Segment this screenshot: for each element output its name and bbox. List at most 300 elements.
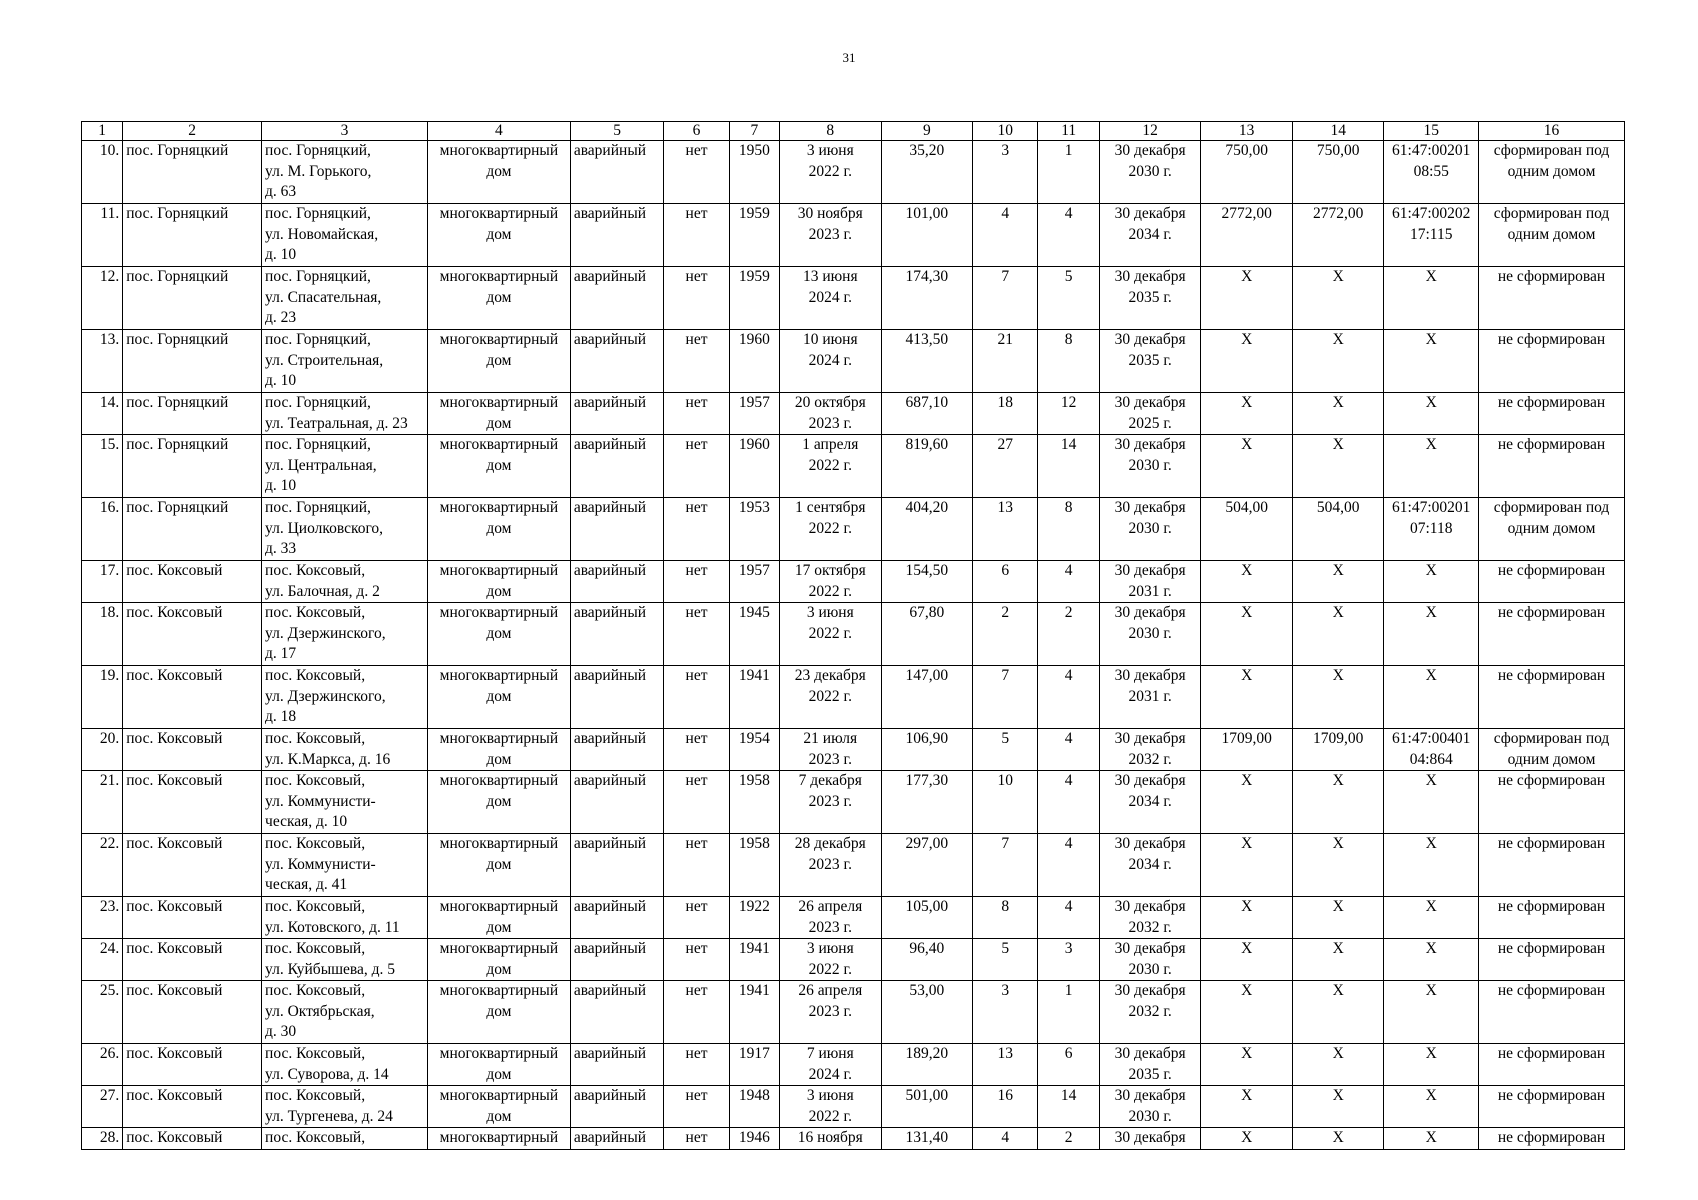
- cadastre-number-cell-line: Х: [1425, 667, 1437, 684]
- land-area-2-cell: 504,00: [1292, 498, 1384, 561]
- address-cell-line: пос. Горняцкий,: [265, 331, 371, 348]
- residents-cell: 3: [973, 981, 1038, 1044]
- header-cell: 5: [570, 122, 664, 141]
- table-row: [82, 393, 1625, 435]
- address-cell-line: д. 18: [265, 708, 297, 725]
- building-type-cell-line: дом: [486, 960, 512, 978]
- deadline-cell-line: 2032 г.: [1128, 918, 1172, 936]
- area-cell: 177,30: [881, 771, 973, 834]
- deadline-cell-line: 2032 г.: [1128, 750, 1172, 768]
- address-cell-line: ул. Коммунисти-: [265, 855, 376, 873]
- table-row: [82, 1128, 1625, 1150]
- building-type-cell-line: дом: [486, 225, 512, 243]
- table-row: [82, 771, 1625, 834]
- land-status-cell-line: не сформирован: [1497, 772, 1606, 789]
- building-type-cell-line: многоквартирный: [439, 205, 559, 222]
- settlement-cell: пос. Коксовый: [123, 834, 262, 897]
- deadline-cell: [1099, 435, 1201, 498]
- address-cell-line: пос. Коксовый,: [265, 1087, 366, 1104]
- recognition-date-cell-line: 21 июля: [803, 730, 858, 747]
- recognition-date-cell: [780, 1128, 882, 1150]
- address-cell-line: пос. Коксовый,: [265, 940, 366, 957]
- cadastre-number-cell-line: Х: [1425, 1045, 1437, 1062]
- area-cell: 67,80: [881, 603, 973, 666]
- land-status-cell-line: не сформирован: [1497, 1129, 1606, 1146]
- deadline-cell-line: 2030 г.: [1128, 456, 1172, 474]
- area-cell: 35,20: [881, 141, 973, 204]
- cadastre-number-cell-line: Х: [1425, 1087, 1437, 1104]
- cadastre-number-cell: [1384, 393, 1479, 435]
- land-area-2-cell: Х: [1292, 834, 1384, 897]
- table-row: [82, 729, 1625, 771]
- address-cell-line: пос. Горняцкий,: [265, 499, 371, 516]
- header-cell: 16: [1479, 122, 1625, 141]
- recognition-date-cell-line: 3 июня: [806, 1087, 854, 1104]
- premises-cell: 4: [1038, 771, 1099, 834]
- building-type-cell-line: дом: [486, 855, 512, 873]
- recognition-date-cell-line: 2022 г.: [808, 624, 852, 642]
- cadastre-number-cell-line: 61:47:00202: [1392, 205, 1471, 222]
- flag-cell: нет: [664, 666, 729, 729]
- premises-cell: 3: [1038, 939, 1099, 981]
- area-cell: 105,00: [881, 897, 973, 939]
- deadline-cell-line: 30 декабря: [1114, 205, 1186, 222]
- row-number: 16.: [82, 498, 123, 561]
- address-cell: [262, 1128, 428, 1150]
- deadline-cell: [1099, 1044, 1201, 1086]
- address-cell-line: ул. Котовского, д. 11: [265, 918, 400, 936]
- land-area-cell: 2772,00: [1201, 204, 1293, 267]
- settlement-cell: пос. Горняцкий: [123, 330, 262, 393]
- residents-cell: 4: [973, 204, 1038, 267]
- land-area-cell: Х: [1201, 393, 1293, 435]
- deadline-cell: [1099, 729, 1201, 771]
- recognition-date-cell-line: 2023 г.: [808, 792, 852, 810]
- land-area-cell: Х: [1201, 603, 1293, 666]
- land-status-cell: [1479, 666, 1625, 729]
- building-type-cell: [427, 834, 570, 897]
- flag-cell: нет: [664, 1044, 729, 1086]
- building-type-cell-line: дом: [486, 1065, 512, 1083]
- deadline-cell: [1099, 330, 1201, 393]
- recognition-date-cell-line: 1 сентября: [795, 499, 866, 516]
- residents-cell: 4: [973, 1128, 1038, 1150]
- deadline-cell: [1099, 561, 1201, 603]
- residents-cell: 18: [973, 393, 1038, 435]
- deadline-cell: [1099, 771, 1201, 834]
- land-area-cell: Х: [1201, 435, 1293, 498]
- deadline-cell: [1099, 1128, 1201, 1150]
- address-cell: [262, 393, 428, 435]
- header-cell: 15: [1384, 122, 1479, 141]
- recognition-date-cell-line: 26 апреля: [798, 898, 863, 915]
- building-type-cell-line: дом: [486, 456, 512, 474]
- residents-cell: 8: [973, 897, 1038, 939]
- area-cell: 154,50: [881, 561, 973, 603]
- building-type-cell: [427, 981, 570, 1044]
- status-cell: аварийный: [570, 1044, 664, 1086]
- header-cell: 3: [262, 122, 428, 141]
- address-cell-line: пос. Коксовый,: [265, 1129, 366, 1146]
- settlement-cell: пос. Коксовый: [123, 603, 262, 666]
- settlement-cell: пос. Коксовый: [123, 771, 262, 834]
- address-cell: [262, 897, 428, 939]
- land-area-cell: Х: [1201, 267, 1293, 330]
- recognition-date-cell: [780, 435, 882, 498]
- settlement-cell: пос. Горняцкий: [123, 267, 262, 330]
- address-cell-line: ческая, д. 41: [265, 876, 348, 893]
- deadline-cell-line: 2035 г.: [1128, 288, 1172, 306]
- row-number: 17.: [82, 561, 123, 603]
- address-cell-line: ул. Балочная, д. 2: [265, 582, 380, 600]
- deadline-cell-line: 30 декабря: [1114, 940, 1186, 957]
- land-status-cell: [1479, 939, 1625, 981]
- cadastre-number-cell: [1384, 1044, 1479, 1086]
- cadastre-number-cell-line: 08:55: [1413, 162, 1449, 180]
- residents-cell: 13: [973, 1044, 1038, 1086]
- recognition-date-cell-line: 7 июня: [806, 1045, 854, 1062]
- recognition-date-cell-line: 16 ноября: [797, 1129, 863, 1146]
- address-cell-line: ул. Центральная,: [265, 456, 377, 474]
- cadastre-number-cell: [1384, 1128, 1479, 1150]
- address-cell-line: д. 30: [265, 1023, 297, 1040]
- year-cell: 1957: [729, 393, 779, 435]
- land-area-2-cell: 2772,00: [1292, 204, 1384, 267]
- land-status-cell: [1479, 561, 1625, 603]
- deadline-cell: [1099, 498, 1201, 561]
- building-type-cell-line: дом: [486, 1002, 512, 1020]
- building-type-cell-line: многоквартирный: [439, 268, 559, 285]
- recognition-date-cell-line: 2022 г.: [808, 1107, 852, 1125]
- address-cell-line: ул. Дзержинского,: [265, 687, 386, 705]
- land-area-2-cell: Х: [1292, 1086, 1384, 1128]
- address-cell: [262, 435, 428, 498]
- settlement-cell: пос. Горняцкий: [123, 498, 262, 561]
- address-cell-line: ул. Куйбышева, д. 5: [265, 960, 396, 978]
- building-type-cell: [427, 666, 570, 729]
- land-status-cell-line: одним домом: [1507, 750, 1596, 768]
- area-cell: 131,40: [881, 1128, 973, 1150]
- recognition-date-cell: [780, 498, 882, 561]
- status-cell: аварийный: [570, 981, 664, 1044]
- address-cell-line: пос. Коксовый,: [265, 772, 366, 789]
- table-row: [82, 939, 1625, 981]
- flag-cell: нет: [664, 561, 729, 603]
- land-area-2-cell: Х: [1292, 939, 1384, 981]
- building-type-cell-line: дом: [486, 351, 512, 369]
- land-status-cell-line: сформирован под: [1493, 499, 1610, 516]
- recognition-date-cell-line: 2024 г.: [808, 1065, 852, 1083]
- recognition-date-cell-line: 2023 г.: [808, 414, 852, 432]
- status-cell: аварийный: [570, 834, 664, 897]
- deadline-cell: [1099, 981, 1201, 1044]
- land-status-cell: [1479, 330, 1625, 393]
- premises-cell: 2: [1038, 1128, 1099, 1150]
- building-type-cell: [427, 939, 570, 981]
- row-number: 10.: [82, 141, 123, 204]
- cadastre-number-cell-line: Х: [1425, 562, 1437, 579]
- address-cell-line: д. 17: [265, 645, 297, 662]
- table-row: [82, 1044, 1625, 1086]
- header-cell: 11: [1038, 122, 1099, 141]
- deadline-cell-line: 30 декабря: [1114, 898, 1186, 915]
- address-cell: [262, 498, 428, 561]
- land-area-2-cell: 1709,00: [1292, 729, 1384, 771]
- premises-cell: 2: [1038, 603, 1099, 666]
- address-cell-line: пос. Горняцкий,: [265, 205, 371, 222]
- recognition-date-cell-line: 1 апреля: [802, 436, 859, 453]
- land-status-cell-line: не сформирован: [1497, 982, 1606, 999]
- building-type-cell-line: дом: [486, 624, 512, 642]
- address-cell-line: пос. Коксовый,: [265, 562, 366, 579]
- cadastre-number-cell-line: Х: [1425, 940, 1437, 957]
- cadastre-number-cell: [1384, 435, 1479, 498]
- address-cell-line: д. 23: [265, 309, 297, 326]
- address-cell: [262, 330, 428, 393]
- deadline-cell-line: 30 декабря: [1114, 268, 1186, 285]
- deadline-cell: [1099, 393, 1201, 435]
- flag-cell: нет: [664, 141, 729, 204]
- recognition-date-cell: [780, 939, 882, 981]
- status-cell: аварийный: [570, 498, 664, 561]
- deadline-cell-line: 30 декабря: [1114, 499, 1186, 516]
- row-number: 19.: [82, 666, 123, 729]
- residents-cell: 2: [973, 603, 1038, 666]
- building-type-cell: [427, 561, 570, 603]
- address-cell-line: пос. Коксовый,: [265, 835, 366, 852]
- land-area-2-cell: Х: [1292, 981, 1384, 1044]
- recognition-date-cell: [780, 267, 882, 330]
- area-cell: 189,20: [881, 1044, 973, 1086]
- address-cell: [262, 729, 428, 771]
- recognition-date-cell: [780, 981, 882, 1044]
- recognition-date-cell: [780, 603, 882, 666]
- land-area-cell: Х: [1201, 1128, 1293, 1150]
- cadastre-number-cell: [1384, 897, 1479, 939]
- building-type-cell-line: дом: [486, 792, 512, 810]
- building-type-cell: [427, 1044, 570, 1086]
- address-cell-line: ул. Строительная,: [265, 351, 384, 369]
- recognition-date-cell-line: 3 июня: [806, 142, 854, 159]
- table-row: [82, 204, 1625, 267]
- land-area-cell: 750,00: [1201, 141, 1293, 204]
- status-cell: аварийный: [570, 561, 664, 603]
- settlement-cell: пос. Коксовый: [123, 666, 262, 729]
- land-status-cell-line: сформирован под: [1493, 142, 1610, 159]
- building-type-cell-line: многоквартирный: [439, 730, 559, 747]
- cadastre-number-cell-line: Х: [1425, 835, 1437, 852]
- deadline-cell: [1099, 834, 1201, 897]
- header-cell: 4: [427, 122, 570, 141]
- row-number: 21.: [82, 771, 123, 834]
- recognition-date-cell-line: 20 октября: [794, 394, 866, 411]
- land-area-2-cell: Х: [1292, 771, 1384, 834]
- building-type-cell: [427, 267, 570, 330]
- cadastre-number-cell-line: Х: [1425, 331, 1437, 348]
- recognition-date-cell: [780, 1044, 882, 1086]
- recognition-date-cell: [780, 561, 882, 603]
- building-type-cell: [427, 771, 570, 834]
- address-cell-line: пос. Горняцкий,: [265, 142, 371, 159]
- building-type-cell-line: многоквартирный: [439, 1087, 559, 1104]
- table-row: [82, 603, 1625, 666]
- land-status-cell-line: не сформирован: [1497, 394, 1606, 411]
- address-cell: [262, 267, 428, 330]
- address-cell: [262, 666, 428, 729]
- recognition-date-cell-line: 2024 г.: [808, 351, 852, 369]
- recognition-date-cell-line: 2022 г.: [808, 519, 852, 537]
- recognition-date-cell-line: 2022 г.: [808, 582, 852, 600]
- cadastre-number-cell-line: Х: [1425, 982, 1437, 999]
- address-cell-line: ул. К.Маркса, д. 16: [265, 750, 391, 768]
- building-type-cell: [427, 435, 570, 498]
- land-status-cell: [1479, 981, 1625, 1044]
- header-cell: 8: [780, 122, 882, 141]
- land-status-cell-line: не сформирован: [1497, 436, 1606, 453]
- header-cell: 9: [881, 122, 973, 141]
- deadline-cell-line: 2035 г.: [1128, 1065, 1172, 1083]
- settlement-cell: пос. Горняцкий: [123, 393, 262, 435]
- land-area-2-cell: Х: [1292, 330, 1384, 393]
- land-status-cell: [1479, 204, 1625, 267]
- year-cell: 1941: [729, 981, 779, 1044]
- table-row: [82, 435, 1625, 498]
- deadline-cell-line: 30 декабря: [1114, 562, 1186, 579]
- status-cell: аварийный: [570, 393, 664, 435]
- land-status-cell: [1479, 834, 1625, 897]
- flag-cell: нет: [664, 204, 729, 267]
- land-area-2-cell: Х: [1292, 393, 1384, 435]
- recognition-date-cell: [780, 729, 882, 771]
- deadline-cell-line: 2030 г.: [1128, 162, 1172, 180]
- building-type-cell: [427, 141, 570, 204]
- area-cell: 501,00: [881, 1086, 973, 1128]
- recognition-date-cell: [780, 204, 882, 267]
- cadastre-number-cell: [1384, 666, 1479, 729]
- land-status-cell-line: не сформирован: [1497, 268, 1606, 285]
- land-status-cell: [1479, 1044, 1625, 1086]
- deadline-cell-line: 2032 г.: [1128, 1002, 1172, 1020]
- cadastre-number-cell: [1384, 981, 1479, 1044]
- building-type-cell: [427, 729, 570, 771]
- flag-cell: нет: [664, 834, 729, 897]
- table-body: [82, 141, 1625, 1150]
- address-cell-line: пос. Горняцкий,: [265, 436, 371, 453]
- recognition-date-cell-line: 2023 г.: [808, 918, 852, 936]
- deadline-cell: [1099, 204, 1201, 267]
- address-cell-line: ул. Театральная, д. 23: [265, 414, 408, 432]
- deadline-cell-line: 30 декабря: [1114, 604, 1186, 621]
- residents-cell: 3: [973, 141, 1038, 204]
- address-cell-line: ул. Циолковского,: [265, 519, 384, 537]
- header-cell: 2: [123, 122, 262, 141]
- building-type-cell: [427, 1086, 570, 1128]
- area-cell: 297,00: [881, 834, 973, 897]
- cadastre-number-cell: [1384, 771, 1479, 834]
- land-status-cell-line: не сформирован: [1497, 331, 1606, 348]
- premises-cell: 4: [1038, 561, 1099, 603]
- area-cell: 404,20: [881, 498, 973, 561]
- land-status-cell-line: одним домом: [1507, 162, 1596, 180]
- table-row: [82, 498, 1625, 561]
- year-cell: 1960: [729, 435, 779, 498]
- recognition-date-cell-line: 10 июня: [802, 331, 858, 348]
- address-cell-line: ул. Новомайская,: [265, 225, 379, 243]
- building-type-cell-line: дом: [486, 687, 512, 705]
- row-number: 13.: [82, 330, 123, 393]
- address-cell: [262, 1044, 428, 1086]
- header-cell: 14: [1292, 122, 1384, 141]
- building-type-cell: [427, 393, 570, 435]
- header-cell: 7: [729, 122, 779, 141]
- table-row: [82, 666, 1625, 729]
- deadline-cell-line: 30 декабря: [1114, 772, 1186, 789]
- address-cell-line: ул. Октябрьская,: [265, 1002, 375, 1020]
- recognition-date-cell-line: 7 декабря: [798, 772, 862, 789]
- cadastre-number-cell: [1384, 330, 1479, 393]
- land-status-cell: [1479, 771, 1625, 834]
- year-cell: 1958: [729, 771, 779, 834]
- recognition-date-cell-line: 2022 г.: [808, 687, 852, 705]
- status-cell: аварийный: [570, 771, 664, 834]
- year-cell: 1960: [729, 330, 779, 393]
- address-cell-line: пос. Коксовый,: [265, 667, 366, 684]
- table-row: [82, 834, 1625, 897]
- registry-table: [81, 121, 1625, 1150]
- page-number: 31: [842, 50, 856, 65]
- row-number: 15.: [82, 435, 123, 498]
- land-status-cell-line: не сформирован: [1497, 940, 1606, 957]
- address-cell: [262, 981, 428, 1044]
- building-type-cell-line: многоквартирный: [439, 898, 559, 915]
- deadline-cell-line: 2031 г.: [1128, 687, 1172, 705]
- address-cell-line: пос. Коксовый,: [265, 730, 366, 747]
- cadastre-number-cell: [1384, 729, 1479, 771]
- cadastre-number-cell-line: Х: [1425, 268, 1437, 285]
- land-status-cell: [1479, 1128, 1625, 1150]
- premises-cell: 4: [1038, 666, 1099, 729]
- row-number: 14.: [82, 393, 123, 435]
- flag-cell: нет: [664, 498, 729, 561]
- address-cell-line: ул. Дзержинского,: [265, 624, 386, 642]
- address-cell-line: пос. Коксовый,: [265, 982, 366, 999]
- land-status-cell-line: не сформирован: [1497, 1087, 1606, 1104]
- deadline-cell: [1099, 603, 1201, 666]
- recognition-date-cell: [780, 393, 882, 435]
- address-cell: [262, 939, 428, 981]
- land-area-cell: Х: [1201, 330, 1293, 393]
- row-number: 18.: [82, 603, 123, 666]
- area-cell: 106,90: [881, 729, 973, 771]
- deadline-cell-line: 2030 г.: [1128, 624, 1172, 642]
- address-cell-line: ул. М. Горького,: [265, 162, 372, 180]
- flag-cell: нет: [664, 393, 729, 435]
- residents-cell: 7: [973, 834, 1038, 897]
- recognition-date-cell: [780, 1086, 882, 1128]
- deadline-cell-line: 30 декабря: [1114, 1129, 1186, 1146]
- building-type-cell-line: дом: [486, 750, 512, 768]
- land-status-cell: [1479, 1086, 1625, 1128]
- cadastre-number-cell-line: 17:115: [1410, 225, 1453, 243]
- building-type-cell-line: дом: [486, 582, 512, 600]
- building-type-cell-line: многоквартирный: [439, 667, 559, 684]
- year-cell: 1946: [729, 1128, 779, 1150]
- flag-cell: нет: [664, 897, 729, 939]
- cadastre-number-cell: [1384, 561, 1479, 603]
- land-status-cell-line: не сформирован: [1497, 1045, 1606, 1062]
- deadline-cell-line: 30 декабря: [1114, 835, 1186, 852]
- status-cell: аварийный: [570, 729, 664, 771]
